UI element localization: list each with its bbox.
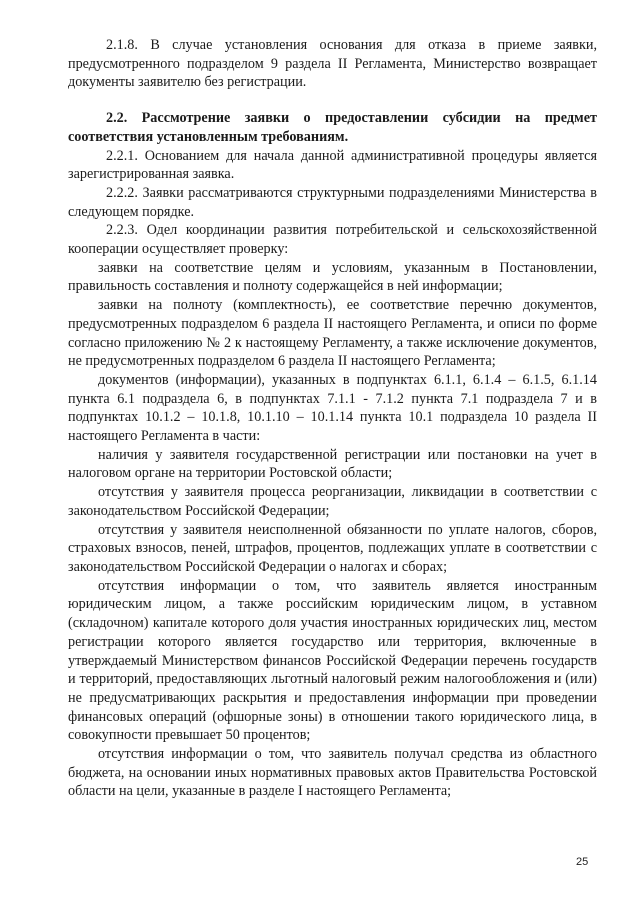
paragraph-2-1-8: 2.1.8. В случае установления основания для отказа в приеме заявки, предусмотренного подразделом 9 раздела II Регламента, Министерство возвращает документы заявителю без регистрации.	[68, 37, 597, 91]
paragraph-2-2-1: 2.2.1. Основанием для начала данной административной процедуры является зарегистрированная заявка.	[68, 147, 597, 183]
page-number: 25	[576, 856, 589, 868]
check-item-regional-budget: отсутствия информации о том, что заявитель получал средства из областного бюджета, на основании иных нормативных правовых актов Правительства Ростовской области на цели, указанные в разделе I настоящего Регламента;	[68, 746, 597, 800]
paragraph-2-2-2: 2.2.2. Заявки рассматриваются структурными подразделениями Министерства в следующем порядке.	[68, 184, 597, 220]
check-item-registration: наличия у заявителя государственной регистрации или постановки на учет в налоговом органе на территории Ростовской области;	[68, 446, 597, 482]
check-item-reorganization: отсутствия у заявителя процесса реорганизации, ликвидации в соответствии с законодательством Российской Федерации;	[68, 484, 597, 519]
check-item-compliance: заявки на соответствие целям и условиям, указанным в Постановлении, правильность составления и полноту содержащейся в ней информации;	[68, 259, 597, 295]
check-item-documents: документов (информации), указанных в подпунктах 6.1.1, 6.1.4 – 6.1.5, 6.1.14 пункта 6.1 подраздела 6, в подпунктах 7.1.1 - 7.1.2 пункта 7.1 подраздела 7 и в подпунктах 10.1.2 – 10.1.8, 10.1.10 – 10.1.14 пункта 10.1 подраздела 10 раздела II настоящего Регламента в части:	[68, 371, 597, 445]
check-item-foreign-entity: отсутствия информации о том, что заявитель является иностранным юридическим лицом, а также российским юридическим лицом, в уставном (складочном) капитале которого доля участия иностранных юридических лиц, местом регистрации которого является государство или территория, включенные в утверждаемый Министерством финансов Российской Федерации перечень государств и территорий, предоставляющих льготный налоговый режим налогообложения и (или) не предусматривающих раскрытия и предоставления информации при проведении финансовых операций (офшорные зоны) в отношении такого юридического лица, в совокупности превышает 50 процентов;	[68, 577, 597, 744]
section-heading-2-2: 2.2. Рассмотрение заявки о предоставлении субсидии на предмет соответствия установленным требованиям.	[68, 110, 597, 145]
check-item-completeness: заявки на полноту (комплектность), ее соответствие перечню документов, предусмотренных подразделом 6 раздела II настоящего Регламента, и описи по форме согласно приложению № 2 к настоящему Регламенту, а также исключение документов, не предусмотренных подразделом 6 раздела II настоящего Регламента;	[68, 297, 597, 370]
check-item-tax-obligations: отсутствия у заявителя неисполненной обязанности по уплате налогов, сборов, страховых взносов, пеней, штрафов, процентов, подлежащих уплате в соответствии с законодательством Российской Федерации о налогах и сборах;	[68, 521, 597, 575]
paragraph-2-2-3: 2.2.3. Одел координации развития потребительской и сельскохозяйственной кооперации осуществляет проверку:	[68, 222, 597, 258]
document-body	[68, 36, 597, 801]
